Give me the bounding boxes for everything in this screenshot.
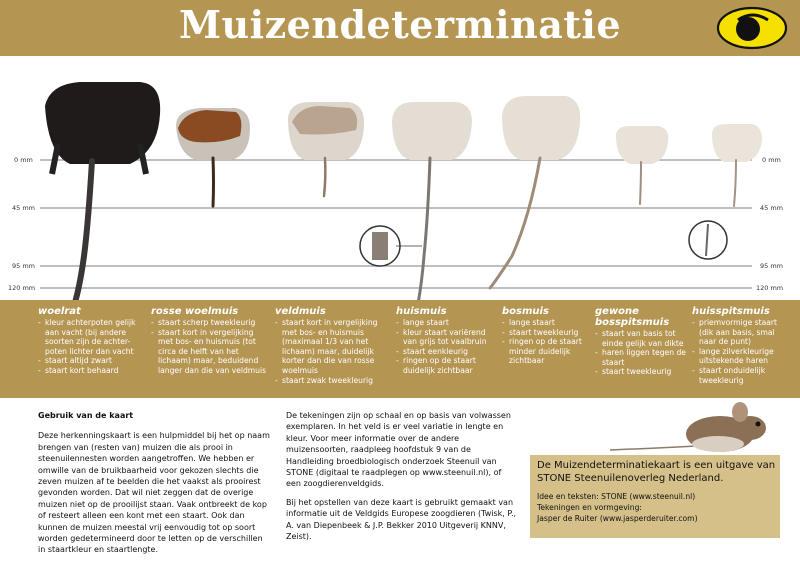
scale-label-left-120: 120 mm: [8, 284, 36, 292]
scale-label-right-120: 120 mm: [756, 284, 784, 292]
species-trait: - ringen op de staart duidelijk zichtbaar: [396, 356, 496, 375]
species-trait: - lange zilverkleurige uitstekende haren: [692, 347, 788, 366]
species-name: veldmuis: [275, 306, 326, 317]
species-column-gewone-bosspitsmuis: [595, 306, 689, 377]
scale-label-left-95: 95 mm: [12, 262, 36, 270]
species-trait: - staart van basis tot einde gelijk van dikte: [595, 329, 689, 348]
species-drawing-area: [0, 56, 800, 306]
species-trait: - staart onduidelijk tweekleurig: [692, 366, 788, 385]
publisher-statement: De Muizendeterminatiekaart is een uitgave van STONE Steenuilenoverleg Nederland.: [537, 460, 776, 484]
scale-label-left-45: 45 mm: [12, 204, 36, 212]
species-trait: - staart eenkleurig: [396, 347, 496, 357]
usage-column-2: [286, 410, 518, 549]
publisher-info-box: [530, 455, 780, 538]
credit-line: Idee en teksten: STONE (www.steenuil.nl): [537, 492, 696, 501]
rosse-woelmuis-illustration: [176, 108, 250, 206]
huisspitsmuis-illustration: [689, 124, 762, 259]
publisher-credits: [537, 492, 777, 524]
species-trait: - staart kort in vergelijking met bos- en huismuis (maximaal 1/3 van het lichaam) maar, duidelijk korter dan die van rosse woelmuis: [275, 318, 389, 376]
species-trait: - priemvormige staart (dik aan basis, smal naar de punt): [692, 318, 788, 347]
usage-heading: Gebruik van de kaart: [38, 411, 134, 420]
usage-paragraph: De tekeningen zijn op schaal en op basis van volwassen exemplaren. In het veld is er veel variatie in lengte en kleur. Voor meer informatie over de andere muizensoorten, raadpleeg hoofdstuk 9 van de Handleiding broedbiologisch onderzoek Steenuil van STONE (digitaal te raadplegen op www.steenuil.nl), of een zoogdierenveldgids.: [286, 411, 511, 489]
species-name: bosmuis: [502, 306, 549, 317]
huismuis-illustration: [360, 102, 472, 304]
scale-label-right-0: 0 mm: [762, 156, 781, 164]
species-trait: - lange staart: [396, 318, 496, 328]
species-name: gewone bosspitsmuis: [595, 306, 670, 328]
species-column-huismuis: [396, 306, 496, 376]
species-name: woelrat: [38, 306, 81, 317]
species-column-rosse-woelmuis: [151, 306, 269, 376]
species-trait: - staart scherp tweekleurig: [151, 318, 269, 328]
species-trait: - staart tweekleurig: [502, 328, 590, 338]
species-column-huisspitsmuis: [692, 306, 788, 385]
species-name: huisspitsmuis: [692, 306, 770, 317]
usage-column-1: [38, 410, 270, 563]
species-trait: - ringen op de staart minder duidelijk zichtbaar: [502, 337, 590, 366]
species-column-veldmuis: [275, 306, 389, 385]
species-trait: - staart altijd zwart: [38, 356, 146, 366]
page-title: Muizendeterminatie: [178, 2, 622, 47]
scale-label-right-45: 45 mm: [760, 204, 784, 212]
species-column-woelrat: [38, 306, 146, 376]
scale-label-right-95: 95 mm: [760, 262, 784, 270]
species-column-bosmuis: [502, 306, 590, 366]
species-trait: - kleur achterpoten gelijk aan vacht (bij andere soorten zijn de achter-poten lichter dan vacht: [38, 318, 146, 356]
credit-line: Jasper de Ruiter (www.jasperderuiter.com): [537, 513, 698, 523]
gewone-bosspitsmuis-illustration: [616, 126, 668, 204]
scale-label-left-0: 0 mm: [14, 156, 33, 164]
species-trait: - staart kort in vergelijking met bos- en huismuis (tot circa de helft van het lichaam) maar, beduidend langer dan die van veldmuis: [151, 328, 269, 376]
species-trait: - haren liggen tegen de staart: [595, 348, 689, 367]
usage-paragraph: Bij het opstellen van deze kaart is gebruikt gemaakt van informatie uit de Veldgids Europese zoogdieren (Twisk, P., A. van Diepenbeek & J.P. Bekker 2010 Uitgeverij KNNV, Zeist).: [286, 497, 517, 542]
veldmuis-illustration: [288, 102, 364, 196]
credit-line: Tekeningen en vormgeving:: [537, 502, 642, 512]
scale-lines: [40, 160, 752, 288]
species-trait: - kleur staart variërend van grijs tot vaalbruin: [396, 328, 496, 347]
species-name: rosse woelmuis: [151, 306, 239, 317]
species-trait: - staart zwak tweekleurig: [275, 376, 389, 386]
species-trait: - staart kort behaard: [38, 366, 146, 376]
woelrat-illustration: [45, 82, 160, 306]
bosmuis-illustration: [490, 96, 580, 288]
usage-paragraph: Deze herkenningskaart is een hulpmiddel bij het op naam brengen van (resten van) muizen die als prooi in steenuilennesten worden aangetroffen. We hebben er omwille van de bruikbaarheid voor gekozen slechts die zeven muizen af te beelden die het vaakst als prooirest gevonden worden. Dat wil niet zeggen dat de overige muizen niet op de prooilijst staan. Vaak ontbreekt de kop of resteert alleen een kont met een staart. Ook dan kunnen de muizen meestal vrij eenvoudig tot op soort worden gedetermineerd door te letten op de verschillen in staartkleur en staartlengte.: [38, 431, 270, 555]
species-trait: - lange staart: [502, 318, 590, 328]
mouse-illustration: [600, 398, 780, 458]
species-name: huismuis: [396, 306, 447, 317]
owl-eye-logo-icon: [716, 6, 788, 50]
species-trait: - staart tweekleurig: [595, 367, 689, 377]
